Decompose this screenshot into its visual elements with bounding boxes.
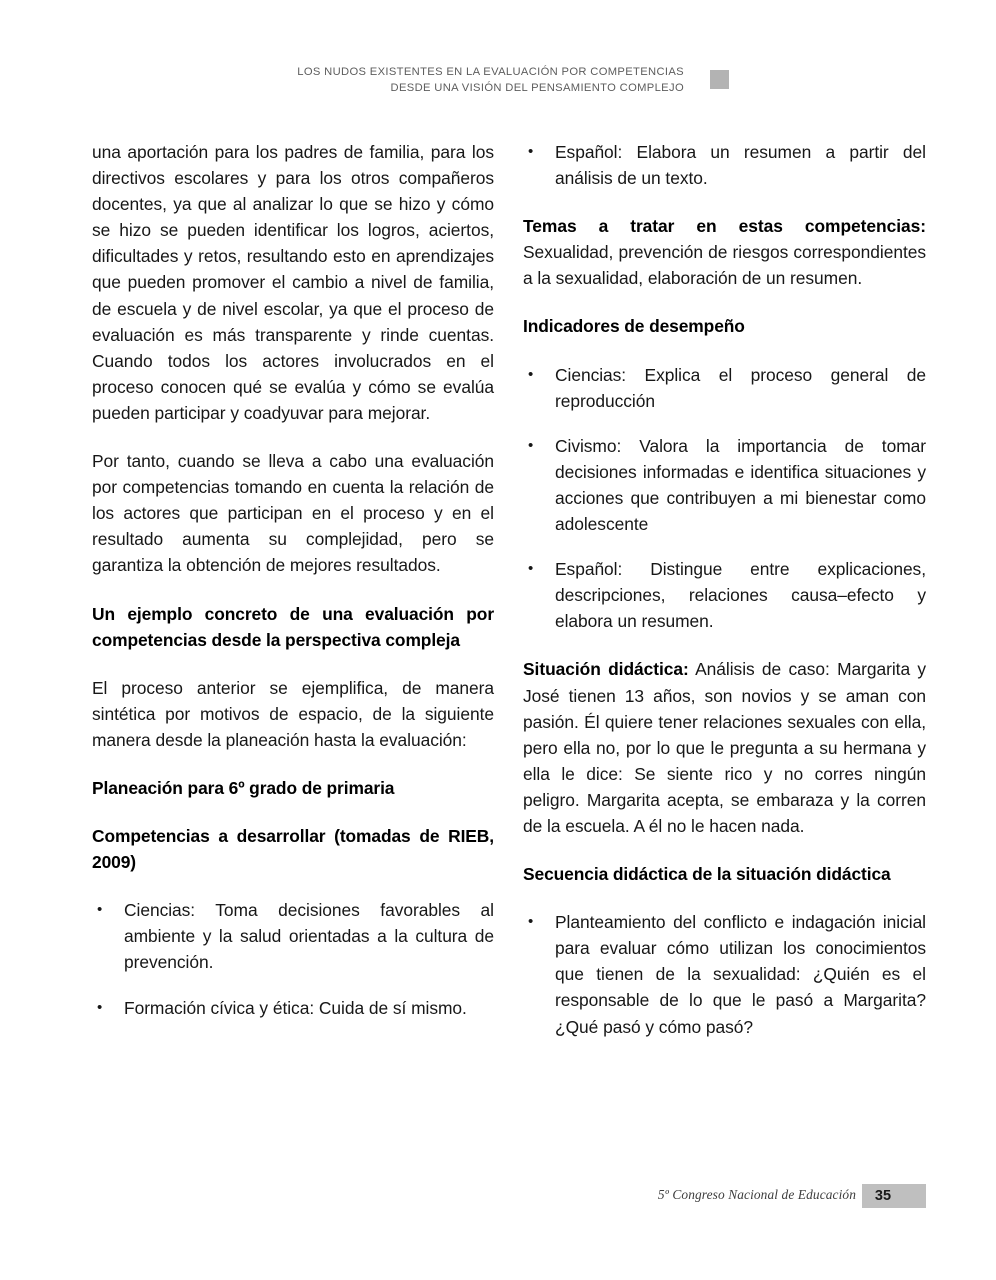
paragraph-continuation: una aportación para los padres de familia, para los directivos escolares y para los otros compañeros docentes, ya que al analizar lo que se hizo y cómo se hizo se pueden identificar los logros, aciertos, dificultades y retos, resultando esto en aprendizajes que pueden promover el cambio a nivel de familia, de escuela y de nivel escolar, ya que el proceso de evaluación es más transparente y rinde cuentas. Cuando todos los actores involucrados en el proceso conocen qué se evalúa y cómo se evalúa pueden participar y coadyuvar para mejorar. (92, 142, 494, 423)
section-heading-ejemplo-concreto: Un ejemplo concreto de una evaluación por competencias desde la perspectiva compleja (92, 603, 494, 650)
list-item: • Ciencias: Explica el proceso general de reproducción (523, 362, 926, 414)
paragraph-situacion-didactica (523, 656, 926, 839)
paragraph-proceso-anterior: El proceso anterior se ejemplifica, de manera sintética por motivos de espacio, de la siguiente manera desde la planeación hasta la evaluación: (92, 677, 494, 750)
running-header-text (200, 64, 684, 96)
section-heading-planeacion: Planeación para 6º grado de primaria (92, 777, 395, 798)
list-item: • Español: Distingue entre explicaciones, descripciones, relaciones causa–efecto y elabora un resumen. (523, 556, 926, 634)
list-item: • Civismo: Valora la importancia de tomar decisiones informadas e identifica situaciones y acciones que contribuyen a mi bienestar como adolescente (523, 433, 926, 537)
secuencia-bullet-list (523, 909, 926, 1039)
lead-in-label-situacion: Situación didáctica: (523, 659, 689, 680)
footer-congress-label: 5º Congreso Nacional de Educación (657, 1187, 856, 1202)
section-heading-secuencia: Secuencia didáctica de la situación didáctica (523, 864, 891, 885)
list-item: • Formación cívica y ética: Cuida de sí mismo. (92, 995, 494, 1021)
indicadores-bullet-list (523, 362, 926, 635)
list-item: • Ciencias: Toma decisiones favorables al ambiente y la salud orientadas a la cultura de prevención. (92, 897, 494, 975)
paragraph-situacion-body: Análisis de caso: Margarita y José tienen 13 años, son novios y se aman con pasión. Él quiere tener relaciones sexuales con ella, pero ella no, por lo que le pregunta a su hermana y ella le dice: Se siente rico y no corres ningún peligro. Margarita acepta, se embaraza y la corren de la escuela. A él no le hacen nada. (523, 659, 927, 836)
right-column (523, 139, 926, 1062)
list-item: • Español: Elabora un resumen a partir del análisis de un texto. (523, 139, 926, 191)
left-column (92, 139, 494, 1043)
page-number: 35 (874, 1188, 892, 1204)
competencias-bullet-list-continued (523, 139, 926, 191)
section-heading-competencias: Competencias a desarrollar (tomadas de RIEB, 2009) (92, 826, 494, 873)
section-heading-indicadores: Indicadores de desempeño (523, 316, 745, 337)
running-header-line-1: LOS NUDOS EXISTENTES EN LA EVALUACIÓN POR COMPETENCIAS (297, 66, 684, 78)
lead-in-label-temas: Temas a tratar en estas competencias: (523, 216, 926, 237)
competencias-bullet-list (92, 897, 494, 1020)
list-item: • Planteamiento del conflicto e indagación inicial para evaluar cómo utilizan los conocimientos que tienen de la sexualidad: ¿Quién es el responsable de lo que le pasó a Margarita? ¿Qué pasó y cómo pasó? (523, 909, 926, 1039)
paragraph-temas-body: Sexualidad, prevención de riesgos correspondientes a la sexualidad, elaboración de un resumen. (523, 242, 926, 289)
paragraph-temas-a-tratar (523, 213, 926, 291)
running-header-line-2: DESDE UNA VISIÓN DEL PENSAMIENTO COMPLEJO (390, 82, 684, 94)
header-marker-square (710, 70, 729, 89)
paragraph-por-tanto: Por tanto, cuando se lleva a cabo una evaluación por competencias tomando en cuenta la relación de los actores que participan en el proceso y en el resultado aumenta su complejidad, pero se garantiza la obtención de mejores resultados. (92, 451, 494, 576)
page-footer (0, 1184, 996, 1208)
